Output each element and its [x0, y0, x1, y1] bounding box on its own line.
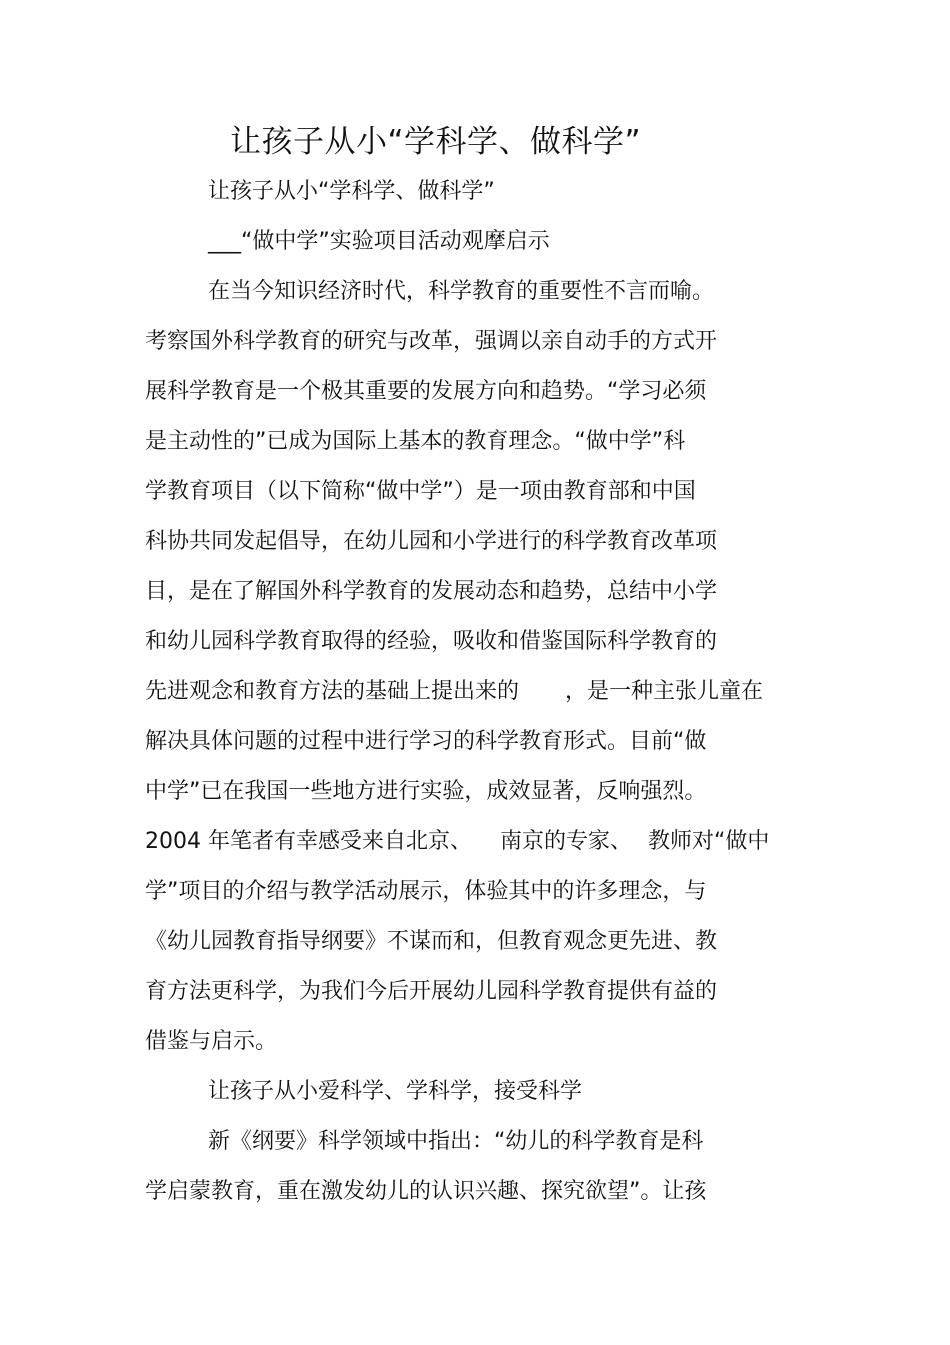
paragraph-line: 育方法更科学，为我们今后开展幼儿园科学教育提供有益的: [145, 979, 718, 1004]
subtitle: 让孩子从小“学科学、做科学”: [208, 179, 495, 204]
subheading: ___“做中学”实验项目活动观摩启示: [208, 229, 550, 254]
paragraph-line-part: ，是一种主张儿童在: [565, 679, 764, 704]
paragraph-line: 在当今知识经济时代，科学教育的重要性不言而喻。: [208, 279, 715, 304]
paragraph-line: 和幼儿园科学教育取得的经验，吸收和借鉴国际科学教育的: [145, 629, 718, 654]
paragraph-line-part: 2004 年笔者有幸感受来自北京、: [145, 829, 472, 854]
paragraph-line: 《幼儿园教育指导纲要》不谋而和，但教育观念更先进、教: [145, 929, 718, 954]
paragraph-line: 展科学教育是一个极其重要的发展方向和趋势。“学习必须: [145, 379, 707, 404]
document-title: 让孩子从小“学科学、做科学”: [230, 124, 642, 160]
paragraph-line-part: 教师对“做中: [648, 829, 770, 854]
paragraph-line: 借鉴与启示。: [145, 1029, 278, 1054]
section-heading: 让孩子从小爱科学、学科学，接受科学: [208, 1079, 583, 1104]
paragraph-line: 中学”已在我国一些地方进行实验，成效显著，反响强烈。: [145, 779, 707, 804]
paragraph-line-part: 南京的专家、: [499, 829, 632, 854]
paragraph-line: 学启蒙教育，重在激发幼儿的认识兴趣、探究欲望”。让孩: [145, 1179, 707, 1204]
paragraph-line: [145, 827, 769, 857]
paragraph-line: 目，是在了解国外科学教育的发展动态和趋势，总结中小学: [145, 579, 718, 604]
paragraph-line: 新《纲要》科学领域中指出：“幼儿的科学教育是科: [208, 1129, 704, 1154]
paragraph-line: 考察国外科学教育的研究与改革，强调以亲自动手的方式开: [145, 329, 718, 354]
paragraph-line: 学教育项目（以下简称“做中学”）是一项由教育部和中国: [145, 479, 696, 504]
paragraph-line: 学”项目的介绍与教学活动展示，体验其中的许多理念，与: [145, 879, 707, 904]
paragraph-line: 科协共同发起倡导，在幼儿园和小学进行的科学教育改革项: [145, 529, 718, 554]
paragraph-line: [145, 677, 763, 707]
paragraph-line-part: 先进观念和教育方法的基础上提出来的: [145, 679, 520, 704]
paragraph-line: 是主动性的”已成为国际上基本的教育理念。“做中学”科: [145, 429, 686, 454]
paragraph-line: 解决具体问题的过程中进行学习的科学教育形式。目前“做: [145, 729, 707, 754]
